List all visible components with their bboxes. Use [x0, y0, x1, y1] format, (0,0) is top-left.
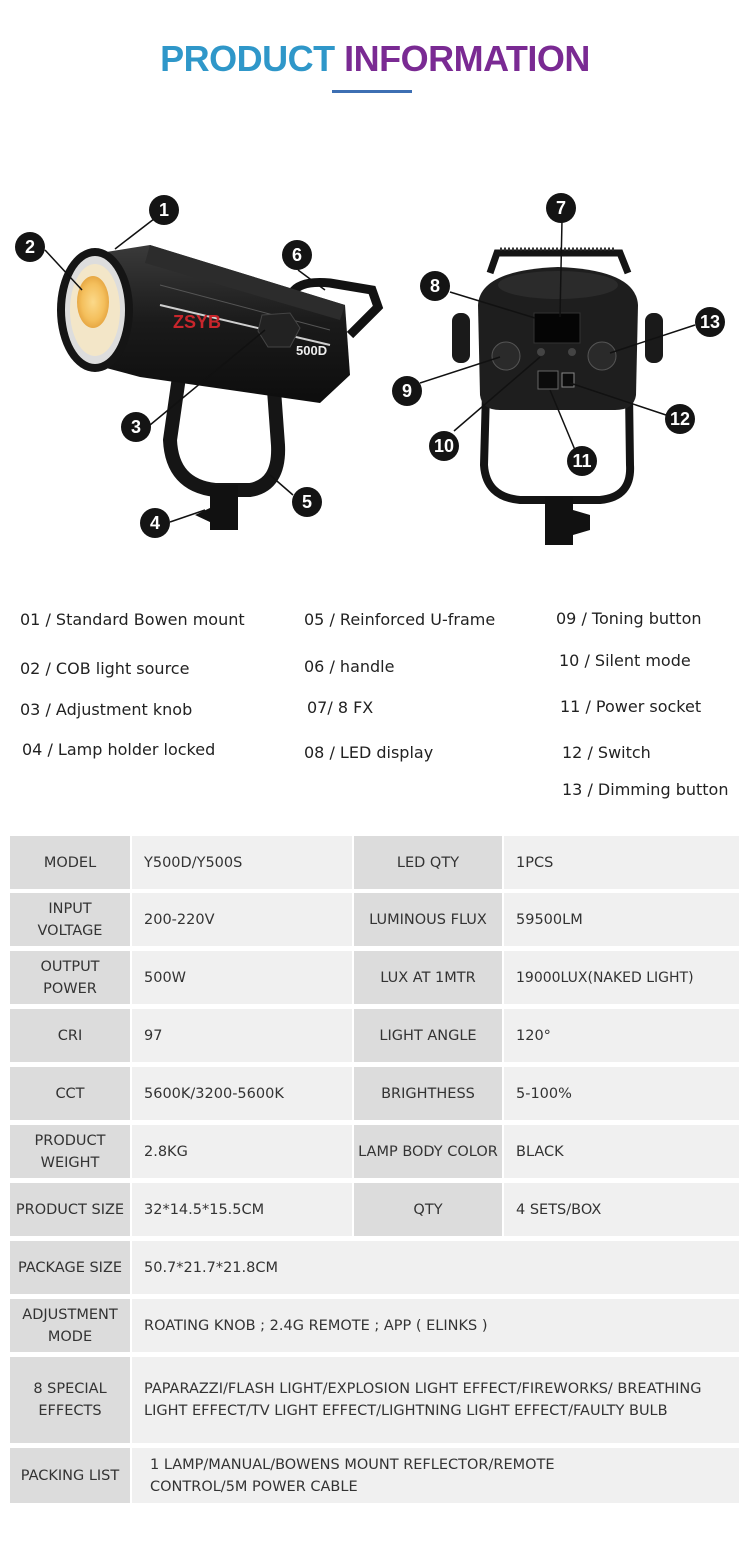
spec-value: 500W — [132, 951, 352, 1004]
spec-row-model — [10, 836, 739, 889]
callout-badge-12: 12 — [665, 404, 695, 434]
spec-row-output-power — [10, 951, 739, 1004]
spec-value: 32*14.5*15.5CM — [132, 1183, 352, 1236]
callout-badge-9: 9 — [392, 376, 422, 406]
spec-value: 59500LM — [504, 893, 739, 946]
label-08: 08 / LED display — [304, 743, 434, 762]
brand-logo: ZSYB — [173, 312, 222, 332]
spec-row-package-size — [10, 1241, 739, 1294]
spec-label: INPUT VOLTAGE — [10, 893, 130, 946]
product-images-svg — [0, 185, 750, 565]
spec-label: CCT — [10, 1067, 130, 1120]
callout-badge-10: 10 — [429, 431, 459, 461]
spec-row-weight — [10, 1125, 739, 1178]
spec-row-packing-list — [10, 1448, 739, 1503]
callout-badge-5: 5 — [292, 487, 322, 517]
spec-label: LUX AT 1MTR — [354, 951, 502, 1004]
label-06: 06 / handle — [304, 657, 395, 676]
spec-value: 19000LUX(NAKED LIGHT) — [504, 951, 739, 1004]
label-12: 12 / Switch — [562, 743, 651, 762]
spec-label: LIGHT ANGLE — [354, 1009, 502, 1062]
spec-value: PAPARAZZI/FLASH LIGHT/EXPLOSION LIGHT EFFECT/FIREWORKS/ BREATHING LIGHT EFFECT/TV LIGHT EFFECT/LIGHTNING LIGHT EFFECT/FAULTY BULB — [132, 1357, 739, 1443]
callout-badge-11: 11 — [567, 446, 597, 476]
callout-badge-7: 7 — [546, 193, 576, 223]
spec-value: Y500D/Y500S — [132, 836, 352, 889]
spec-row-input-voltage — [10, 893, 739, 946]
spec-row-adjustment-mode — [10, 1299, 739, 1352]
spec-label: PACKING LIST — [10, 1448, 130, 1503]
label-11: 11 / Power socket — [560, 697, 702, 716]
spec-value: 50.7*21.7*21.8CM — [132, 1241, 739, 1294]
back-lamp-view — [420, 220, 695, 545]
spec-label: LED QTY — [354, 836, 502, 889]
spec-label: LUMINOUS FLUX — [354, 893, 502, 946]
spec-value: 5-100% — [504, 1067, 739, 1120]
callout-badge-3: 3 — [121, 412, 151, 442]
spec-label: PRODUCT WEIGHT — [10, 1125, 130, 1178]
spec-label: 8 SPECIAL EFFECTS — [10, 1357, 130, 1443]
spec-value: 4 SETS/BOX — [504, 1183, 739, 1236]
label-02: 02 / COB light source — [20, 659, 190, 678]
spec-row-cri — [10, 1009, 739, 1062]
spec-label: MODEL — [10, 836, 130, 889]
spec-value: BLACK — [504, 1125, 739, 1178]
callout-badge-2: 2 — [15, 232, 45, 262]
spec-label: QTY — [354, 1183, 502, 1236]
title-part-information: INFORMATION — [344, 38, 590, 79]
spec-label: LAMP BODY COLOR — [354, 1125, 502, 1178]
spec-value: 2.8KG — [132, 1125, 352, 1178]
spec-value: 120° — [504, 1009, 739, 1062]
product-illustration — [0, 185, 750, 565]
spec-value: ROATING KNOB ; 2.4G REMOTE ; APP ( ELINKS ) — [132, 1299, 739, 1352]
spec-value: 200-220V — [132, 893, 352, 946]
title-part-product: PRODUCT — [160, 38, 335, 79]
spec-value: 5600K/3200-5600K — [132, 1067, 352, 1120]
spec-value: 97 — [132, 1009, 352, 1062]
spec-label: PRODUCT SIZE — [10, 1183, 130, 1236]
spec-label: PACKAGE SIZE — [10, 1241, 130, 1294]
callout-badge-8: 8 — [420, 271, 450, 301]
spec-label: ADJUSTMENT MODE — [10, 1299, 130, 1352]
label-09: 09 / Toning button — [556, 609, 702, 628]
spec-label: OUTPUT POWER — [10, 951, 130, 1004]
part-labels — [0, 600, 750, 810]
label-05: 05 / Reinforced U-frame — [304, 610, 496, 629]
spec-label: CRI — [10, 1009, 130, 1062]
label-01: 01 / Standard Bowen mount — [20, 610, 245, 629]
label-04: 04 / Lamp holder locked — [22, 740, 216, 759]
spec-value: 1 LAMP/MANUAL/BOWENS MOUNT REFLECTOR/REMOTE CONTROL/5M POWER CABLE — [132, 1448, 739, 1503]
callout-badge-13: 13 — [695, 307, 725, 337]
front-lamp-view — [45, 212, 378, 530]
model-mark: 500D — [296, 343, 328, 358]
callout-badge-1: 1 — [149, 195, 179, 225]
page-title — [0, 38, 750, 80]
label-13: 13 / Dimming button — [562, 780, 729, 799]
label-07: 07/ 8 FX — [307, 698, 374, 717]
spec-row-cct — [10, 1067, 739, 1120]
label-10: 10 / Silent mode — [559, 651, 691, 670]
spec-row-size — [10, 1183, 739, 1236]
callout-badge-4: 4 — [140, 508, 170, 538]
spec-row-special-effects — [10, 1357, 739, 1443]
spec-value: 1PCS — [504, 836, 739, 889]
spec-label: BRIGHTHESS — [354, 1067, 502, 1120]
label-03: 03 / Adjustment knob — [20, 700, 193, 719]
title-underline — [332, 90, 412, 93]
callout-badge-6: 6 — [282, 240, 312, 270]
